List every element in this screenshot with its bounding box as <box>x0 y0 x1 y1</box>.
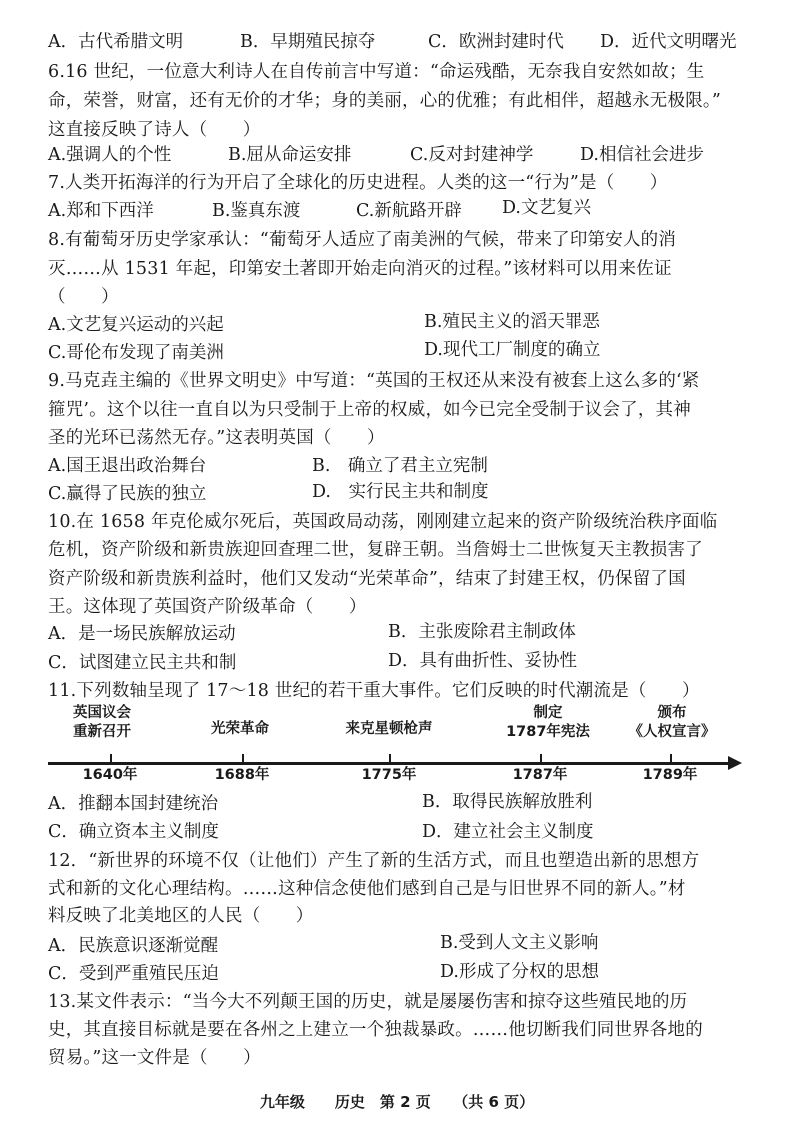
timeline-tick <box>242 754 244 763</box>
timeline-event-1688 <box>175 720 305 739</box>
q6-stem-line: 这直接反映了诗人（ ） <box>48 120 261 140</box>
q13-stem-line: 史，其直接目标就是要在各州之上建立一个独裁暴政。……他切断我们同世界各地的 <box>48 1020 703 1040</box>
q8-stem-line: 8.有葡萄牙历史学家承认：“葡萄牙人适应了南美洲的气候，带来了印第安人的消 <box>48 230 677 250</box>
q12-option-d: D.形成了分权的思想 <box>440 962 599 982</box>
q8-stem-line: （ ） <box>48 287 119 307</box>
q11-option-c: C．确立资本主义制度 <box>48 822 219 842</box>
q11-option-d: D．建立社会主义制度 <box>422 822 594 842</box>
timeline-tick <box>540 754 542 763</box>
q8-option-b: B.殖民主义的滔天罪恶 <box>424 312 600 332</box>
timeline-event-1789 <box>607 704 737 742</box>
q7-stem-line: 7.人类开拓海洋的行为开启了全球化的历史进程。人类的这一“行为”是（ ） <box>48 173 668 193</box>
timeline-arrow-head <box>728 756 742 770</box>
timeline-event-text: 颁布 <box>657 705 687 721</box>
q8-option-d: D.现代工厂制度的确立 <box>424 340 601 360</box>
timeline-event-text: 重新召开 <box>73 724 131 740</box>
page-footer: 九年级 历史 第 2 页 （共 6 页） <box>259 1093 535 1111</box>
q12-option-c: C．受到严重殖民压迫 <box>48 964 219 984</box>
timeline-tick <box>389 754 391 763</box>
q10-option-a: A．是一场民族解放运动 <box>48 624 236 644</box>
q9-option-d: D. 实行民主共和制度 <box>312 482 489 502</box>
q6-option-a: A.强调人的个性 <box>48 145 172 165</box>
timeline-year: 1688年 <box>214 767 270 783</box>
q13-stem-line: 13.某文件表示：“当今大不列颠王国的历史，就是屡屡伤害和掠夺这些殖民地的历 <box>48 992 688 1012</box>
q13-stem-line: 贸易。”这一文件是（ ） <box>48 1048 261 1068</box>
timeline-tick <box>110 754 112 763</box>
timeline-event-text: 来克星顿枪声 <box>345 721 433 737</box>
q11-stem-line: 11.下列数轴呈现了 17～18 世纪的若干重大事件。它们反映的时代潮流是（ ） <box>48 681 700 701</box>
timeline-event-1787 <box>483 704 613 742</box>
q12-stem-line: 式和新的文化心理结构。……这种信念使他们感到自己是与旧世界不同的新人。”材 <box>48 879 686 899</box>
timeline-event-text: 1787年宪法 <box>506 724 590 740</box>
q8-option-a: A.文艺复兴运动的兴起 <box>48 315 224 335</box>
q10-option-b: B．主张废除君主制政体 <box>388 622 576 642</box>
q11-option-b: B．取得民族解放胜利 <box>422 792 593 812</box>
q10-stem-line: 10.在 1658 年克伦威尔死后，英国政局动荡，刚刚建立起来的资产阶级统治秩序面临 <box>48 512 718 532</box>
q12-option-a: A．民族意识逐渐觉醒 <box>48 936 219 956</box>
timeline-year: 1787年 <box>512 767 568 783</box>
q8-stem-line: 灭……从 1531 年起，印第安土著即开始走向消灭的过程。”该材料可以用来佐证 <box>48 259 672 279</box>
q9-stem-line: 9.马克垚主编的《世界文明史》中写道：“英国的王权还从来没有被套上这么多的‘紧 <box>48 371 700 391</box>
timeline-tick <box>670 754 672 763</box>
timeline-event-1640 <box>37 704 167 742</box>
timeline-event-text: 光荣革命 <box>211 721 269 737</box>
q7-option-a: A.郑和下西洋 <box>48 201 154 221</box>
q7-option-d: D.文艺复兴 <box>502 198 591 218</box>
q10-option-c: C．试图建立民主共和制 <box>48 653 237 673</box>
q6-stem-line: 6.16 世纪，一位意大利诗人在自传前言中写道：“命运残酷，无奈我自安然如故；生 <box>48 62 705 82</box>
timeline-event-text: 英国议会 <box>73 705 131 721</box>
timeline-event-1775 <box>324 720 454 739</box>
q5-option-a: A．古代希腊文明 <box>48 32 184 52</box>
q12-stem-line: 12．“新世界的环境不仅（让他们）产生了新的生活方式，而且也塑造出新的思想方 <box>48 851 700 871</box>
q10-stem-line: 资产阶级和新贵族利益时，他们又发动“光荣革命”，结束了封建王权，仍保留了国 <box>48 569 686 589</box>
q5-option-b: B．早期殖民掠夺 <box>240 32 376 52</box>
q6-option-c: C.反对封建神学 <box>410 145 534 165</box>
timeline-year: 1775年 <box>361 767 417 783</box>
q12-option-b: B.受到人文主义影响 <box>440 933 599 953</box>
q10-stem-line: 危机，资产阶级和新贵族迎回查理二世，复辟王朝。当詹姆士二世恢复天主教损害了 <box>48 540 703 560</box>
q9-option-c: C.赢得了民族的独立 <box>48 484 207 504</box>
q9-stem-line: 箍咒’。这个以往一直自以为只受制于上帝的权威，如今已完全受制于议会了，其神 <box>48 400 691 420</box>
q8-option-c: C.哥伦布发现了南美洲 <box>48 343 224 363</box>
q9-stem-line: 圣的光环已荡然无存。”这表明英国（ ） <box>48 428 385 448</box>
timeline-event-text: 《人权宣言》 <box>628 724 716 740</box>
q11-option-a: A．推翻本国封建统治 <box>48 794 219 814</box>
q9-option-b: B. 确立了君主立宪制 <box>312 456 488 476</box>
q6-option-b: B.屈从命运安排 <box>228 145 352 165</box>
timeline-year: 1789年 <box>642 767 698 783</box>
q5-option-c: C．欧洲封建时代 <box>428 32 564 52</box>
q12-stem-line: 料反映了北美地区的人民（ ） <box>48 906 314 926</box>
q7-option-c: C.新航路开辟 <box>356 201 462 221</box>
q10-option-d: D．具有曲折性、妥协性 <box>388 651 578 671</box>
q6-option-d: D.相信社会进步 <box>580 145 704 165</box>
q9-option-a: A.国王退出政治舞台 <box>48 456 207 476</box>
q5-option-d: D．近代文明曙光 <box>600 32 737 52</box>
q10-stem-line: 王。这体现了英国资产阶级革命（ ） <box>48 597 367 617</box>
timeline-diagram <box>48 704 748 786</box>
timeline-event-text: 制定 <box>533 705 563 721</box>
q7-option-b: B.鉴真东渡 <box>212 201 301 221</box>
q6-stem-line: 命，荣誉，财富，还有无价的才华；身的美丽，心的优雅；有此相伴，超越永无极限。” <box>48 91 721 111</box>
timeline-year: 1640年 <box>82 767 138 783</box>
